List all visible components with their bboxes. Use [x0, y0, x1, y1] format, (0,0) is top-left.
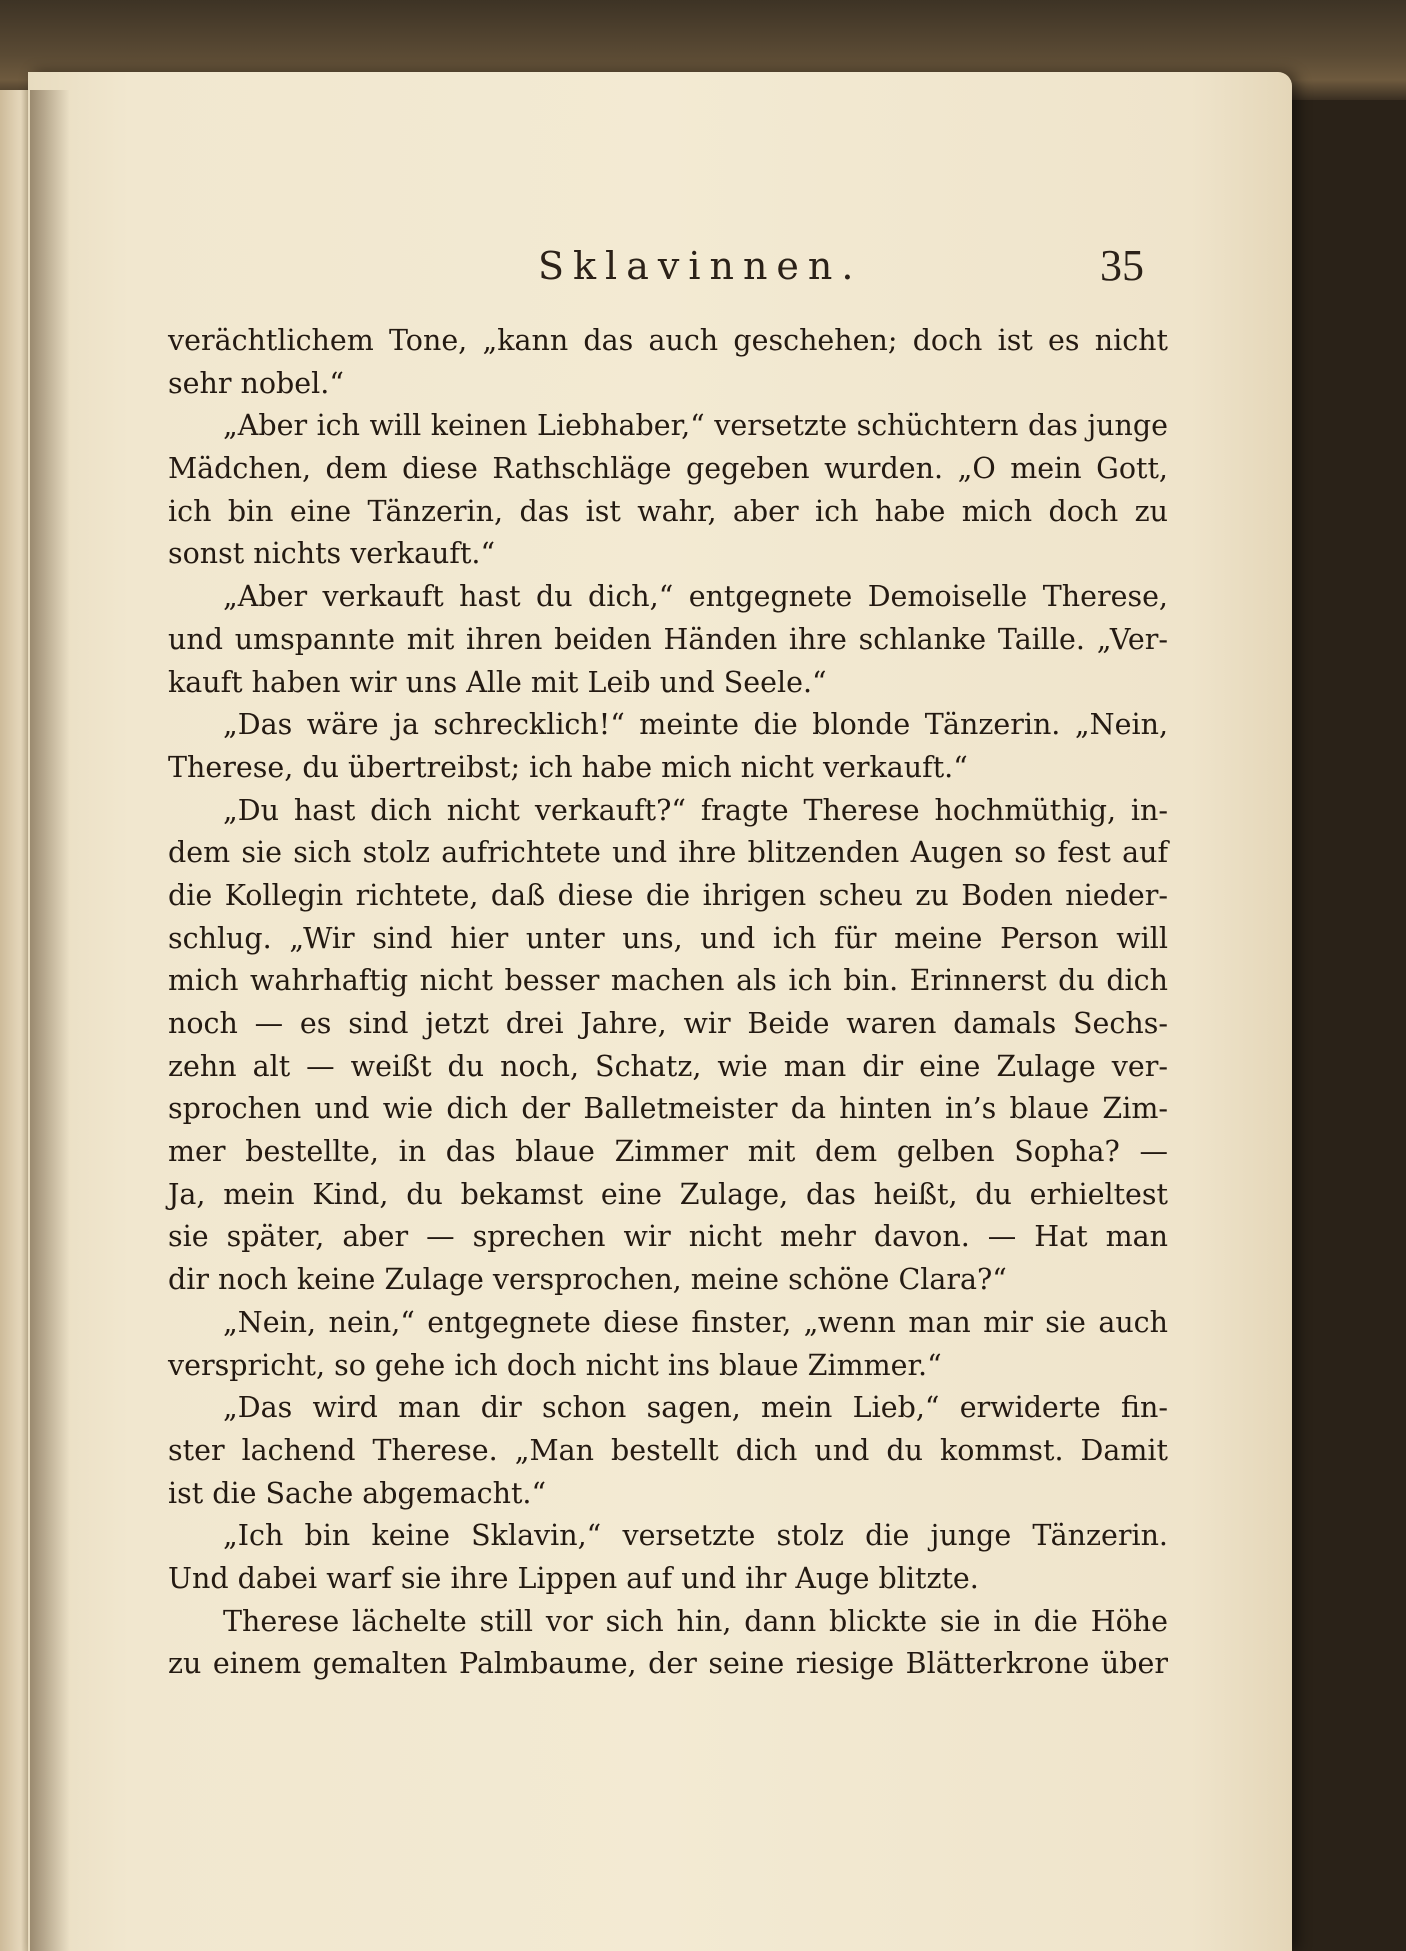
- page-header: [28, 241, 1292, 304]
- text-line: sonst nichts verkauft.“: [168, 537, 496, 571]
- text-line: Therese lächelte still vor sich hin, dann blickte sie in die Höhe: [223, 1604, 1168, 1638]
- text-line: noch — es sind jetzt drei Jahre, wir Beide waren damals Sechs-: [168, 1007, 1168, 1040]
- running-title: Sklavinnen.: [538, 244, 863, 288]
- text-line: mer bestellte, in das blaue Zimmer mit dem gelben Sopha? —: [168, 1135, 1168, 1169]
- text-line: dir noch keine Zulage versprochen, meine schöne Clara?“: [168, 1263, 1007, 1297]
- spine-shadow: [30, 90, 70, 1951]
- text-line: schlug. „Wir sind hier unter uns, und ich für meine Person will: [168, 921, 1168, 955]
- text-line: dem sie sich stolz aufrichtete und ihre blitzenden Augen so fest auf: [168, 836, 1168, 870]
- text-line: mich wahrhaftig nicht besser machen als ich bin. Erinnerst du dich: [168, 964, 1168, 998]
- text-line: Und dabei warf sie ihre Lippen auf und ihr Auge blitzte.: [168, 1561, 979, 1595]
- text-line: „Aber ich will keinen Liebhaber,“ versetzte schüchtern das junge: [223, 409, 1168, 443]
- text-line: Mädchen, dem diese Rathschläge gegeben wurden. „O mein Gott,: [168, 452, 1168, 486]
- text-line: „Ich bin keine Sklavin,“ versetzte stolz die junge Tänzerin.: [223, 1519, 1168, 1553]
- text-line: „Das wäre ja schrecklich!“ meinte die blonde Tänzerin. „Nein,: [223, 708, 1168, 742]
- text-line: sehr nobel.“: [168, 366, 344, 400]
- text-line: ist die Sache abgemacht.“: [168, 1476, 547, 1510]
- body-text: [168, 320, 1168, 1760]
- text-line: „Nein, nein,“ entgegnete diese finster, „wenn man mir sie auch: [223, 1305, 1168, 1339]
- text-line: „Aber verkauft hast du dich,“ entgegnete Demoiselle Therese,: [223, 580, 1168, 614]
- text-line: sie später, aber — sprechen wir nicht mehr davon. — Hat man: [168, 1220, 1168, 1254]
- text-line: die Kollegin richtete, daß diese die ihrigen scheu zu Boden nieder-: [168, 878, 1168, 912]
- text-line: zehn alt — weißt du noch, Schatz, wie man dir eine Zulage ver-: [168, 1049, 1168, 1083]
- text-line: ster lachend Therese. „Man bestellt dich und du kommst. Damit: [168, 1433, 1168, 1467]
- page-number: 35: [1100, 241, 1144, 290]
- text-line: Ja, mein Kind, du bekamst eine Zulage, das heißt, du erhieltest: [168, 1177, 1168, 1211]
- page: [28, 72, 1292, 1951]
- text-line: verspricht, so gehe ich doch nicht ins blaue Zimmer.“: [168, 1348, 942, 1382]
- left-page-edge: [0, 90, 30, 1951]
- text-line: „Du hast dich nicht verkauft?“ fragte Therese hochmüthig, in-: [223, 793, 1168, 827]
- text-line: sprochen und wie dich der Balletmeister da hinten in’s blaue Zim-: [168, 1092, 1168, 1126]
- text-line: und umspannte mit ihren beiden Händen ihre schlanke Taille. „Ver-: [168, 622, 1168, 656]
- text-line: kauft haben wir uns Alle mit Leib und Seele.“: [168, 665, 827, 699]
- text-line: zu einem gemalten Palmbaume, der seine riesige Blätterkrone über: [168, 1647, 1168, 1681]
- text-line: Therese, du übertreibst; ich habe mich nicht verkauft.“: [168, 750, 968, 784]
- text-line: ich bin eine Tänzerin, das ist wahr, aber ich habe mich doch zu: [168, 494, 1168, 528]
- text-line: verächtlichem Tone, „kann das auch geschehen; doch ist es nicht: [168, 324, 1168, 357]
- text-line: „Das wird man dir schon sagen, mein Lieb,“ erwiderte fin-: [223, 1391, 1168, 1425]
